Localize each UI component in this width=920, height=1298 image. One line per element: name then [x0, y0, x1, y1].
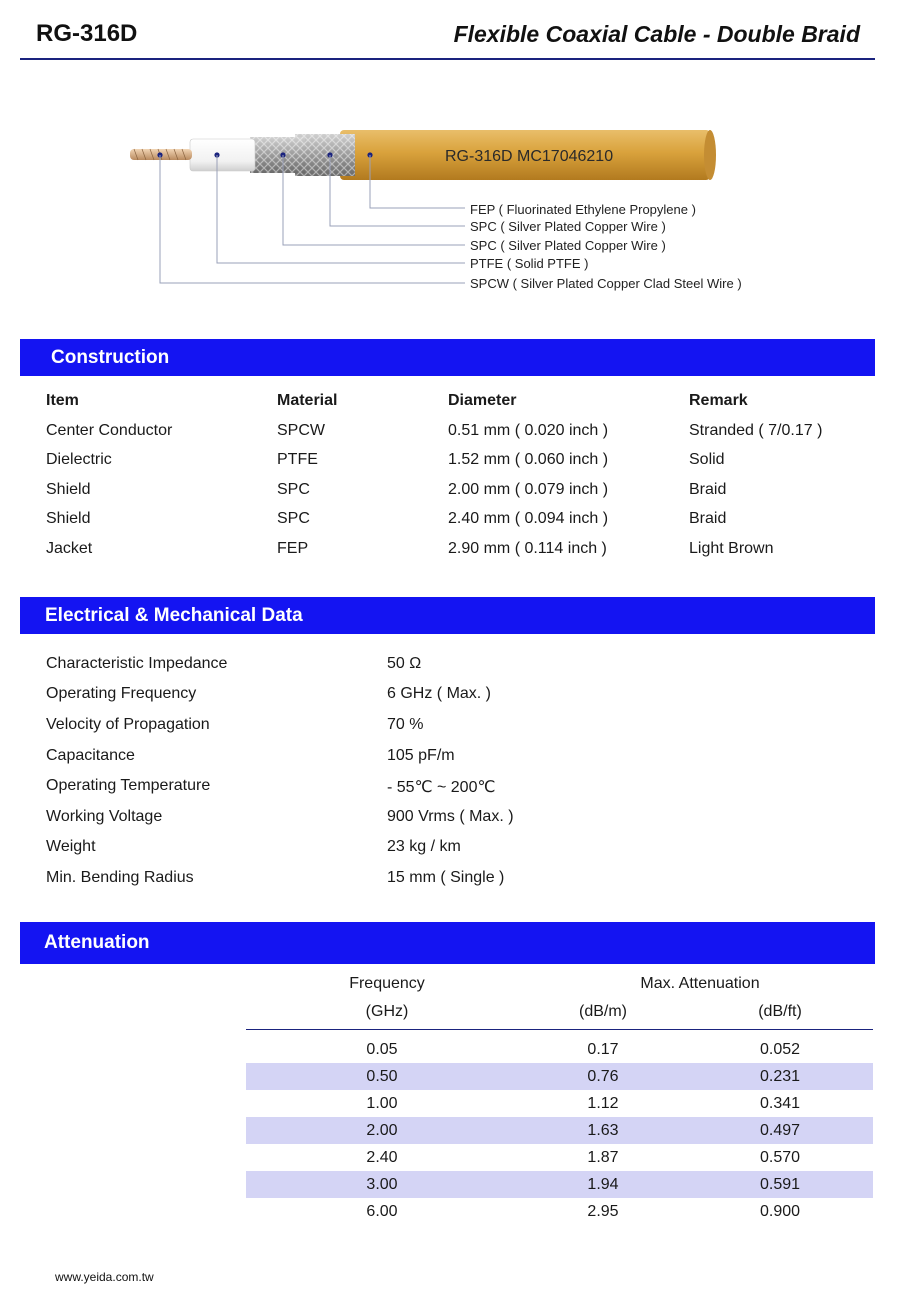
col-header-remark: Remark [689, 392, 748, 409]
cell-material: SPC [277, 481, 310, 498]
cell-item: Shield [46, 510, 91, 527]
cell-db-per-ft: 0.900 [759, 1203, 801, 1220]
cell-frequency: 1.00 [366, 1095, 398, 1112]
cell-frequency: 0.05 [366, 1041, 398, 1058]
spec-label: Capacitance [46, 747, 135, 764]
cell-item: Jacket [46, 540, 93, 557]
cell-db-per-ft: 0.497 [759, 1122, 801, 1139]
spec-value: - 55℃ ~ 200℃ [387, 779, 496, 796]
section-title: Electrical & Mechanical Data [45, 604, 303, 626]
cell-remark: Solid [689, 451, 725, 468]
spec-label: Working Voltage [46, 808, 163, 825]
spec-label: Min. Bending Radius [46, 869, 194, 886]
unit-db-per-ft: (dB/ft) [758, 1003, 802, 1020]
label-outer-braid: SPC ( Silver Plated Copper Wire ) [470, 219, 666, 234]
cell-frequency: 0.50 [366, 1068, 398, 1085]
cell-remark: Stranded ( 7/0.17 ) [689, 422, 823, 439]
spec-label: Weight [46, 838, 96, 855]
section-title: Construction [51, 346, 170, 368]
cell-material: SPCW [277, 422, 325, 439]
attenuation-header [20, 922, 875, 964]
label-dielectric: PTFE ( Solid PTFE ) [470, 256, 589, 271]
col-header-item: Item [46, 392, 79, 409]
cell-db-per-ft: 0.231 [759, 1068, 801, 1085]
cell-db-per-m: 1.12 [587, 1095, 619, 1112]
cell-remark: Light Brown [689, 540, 774, 557]
jacket-print: RG-316D MC17046210 [445, 148, 614, 165]
cell-frequency: 2.40 [366, 1149, 398, 1166]
cell-remark: Braid [689, 481, 727, 498]
cell-diameter: 1.52 mm ( 0.060 inch ) [448, 451, 609, 468]
cell-diameter: 2.40 mm ( 0.094 inch ) [448, 510, 609, 527]
cell-item: Dielectric [46, 451, 112, 468]
electrical-header [20, 597, 875, 634]
label-jacket: FEP ( Fluorinated Ethylene Propylene ) [470, 202, 696, 217]
page-subtitle: Flexible Coaxial Cable - Double Braid [453, 21, 860, 47]
spec-label: Velocity of Propagation [46, 716, 210, 733]
spec-label: Characteristic Impedance [46, 655, 228, 672]
attenuation-header-divider [246, 1029, 873, 1030]
cell-db-per-ft: 0.341 [759, 1095, 801, 1112]
col-header-diameter: Diameter [448, 392, 517, 409]
cell-item: Center Conductor [46, 422, 173, 439]
spec-value: 15 mm ( Single ) [387, 869, 505, 886]
cell-db-per-m: 0.76 [587, 1068, 619, 1085]
cell-frequency: 2.00 [366, 1122, 398, 1139]
cell-db-per-ft: 0.591 [759, 1176, 801, 1193]
col-header-frequency: Frequency [349, 975, 425, 992]
col-header-max-attenuation: Max. Attenuation [640, 975, 760, 992]
spec-value: 50 Ω [387, 655, 422, 672]
cell-db-per-m: 1.87 [587, 1149, 619, 1166]
spec-label: Operating Frequency [46, 685, 197, 702]
unit-ghz: (GHz) [365, 1003, 409, 1020]
cell-db-per-ft: 0.052 [759, 1041, 801, 1058]
spec-value: 900 Vrms ( Max. ) [387, 808, 514, 825]
cell-frequency: 3.00 [366, 1176, 398, 1193]
cell-db-per-m: 1.63 [587, 1122, 619, 1139]
cell-db-per-ft: 0.570 [759, 1149, 801, 1166]
label-conductor: SPCW ( Silver Plated Copper Clad Steel Wire ) [470, 276, 742, 291]
dielectric-layer [190, 139, 255, 171]
cell-diameter: 2.90 mm ( 0.114 inch ) [448, 540, 607, 557]
spec-value: 105 pF/m [387, 747, 455, 764]
cell-db-per-m: 2.95 [587, 1203, 619, 1220]
header-divider [20, 58, 875, 60]
construction-header [20, 339, 875, 376]
spec-value: 6 GHz ( Max. ) [387, 685, 492, 702]
cell-material: SPC [277, 510, 310, 527]
inner-braid-layer [250, 137, 305, 173]
cable-illustration [120, 120, 800, 300]
section-title: Attenuation [44, 932, 150, 953]
spec-label: Operating Temperature [46, 777, 211, 794]
unit-db-per-m: (dB/m) [579, 1003, 627, 1020]
label-inner-braid: SPC ( Silver Plated Copper Wire ) [470, 238, 666, 253]
spec-value: 23 kg / km [387, 838, 461, 855]
cell-db-per-m: 1.94 [587, 1176, 619, 1193]
cell-item: Shield [46, 481, 91, 498]
cell-frequency: 6.00 [366, 1203, 398, 1220]
cell-diameter: 0.51 mm ( 0.020 inch ) [448, 422, 609, 439]
cell-material: PTFE [277, 451, 318, 468]
cell-remark: Braid [689, 510, 727, 527]
cell-db-per-m: 0.17 [587, 1041, 619, 1058]
footer-url[interactable]: www.yeida.com.tw [55, 1270, 154, 1284]
cell-diameter: 2.00 mm ( 0.079 inch ) [448, 481, 609, 498]
col-header-material: Material [277, 392, 338, 409]
spec-value: 70 % [387, 716, 424, 733]
page-title: RG-316D [36, 20, 138, 47]
cell-material: FEP [277, 540, 309, 557]
